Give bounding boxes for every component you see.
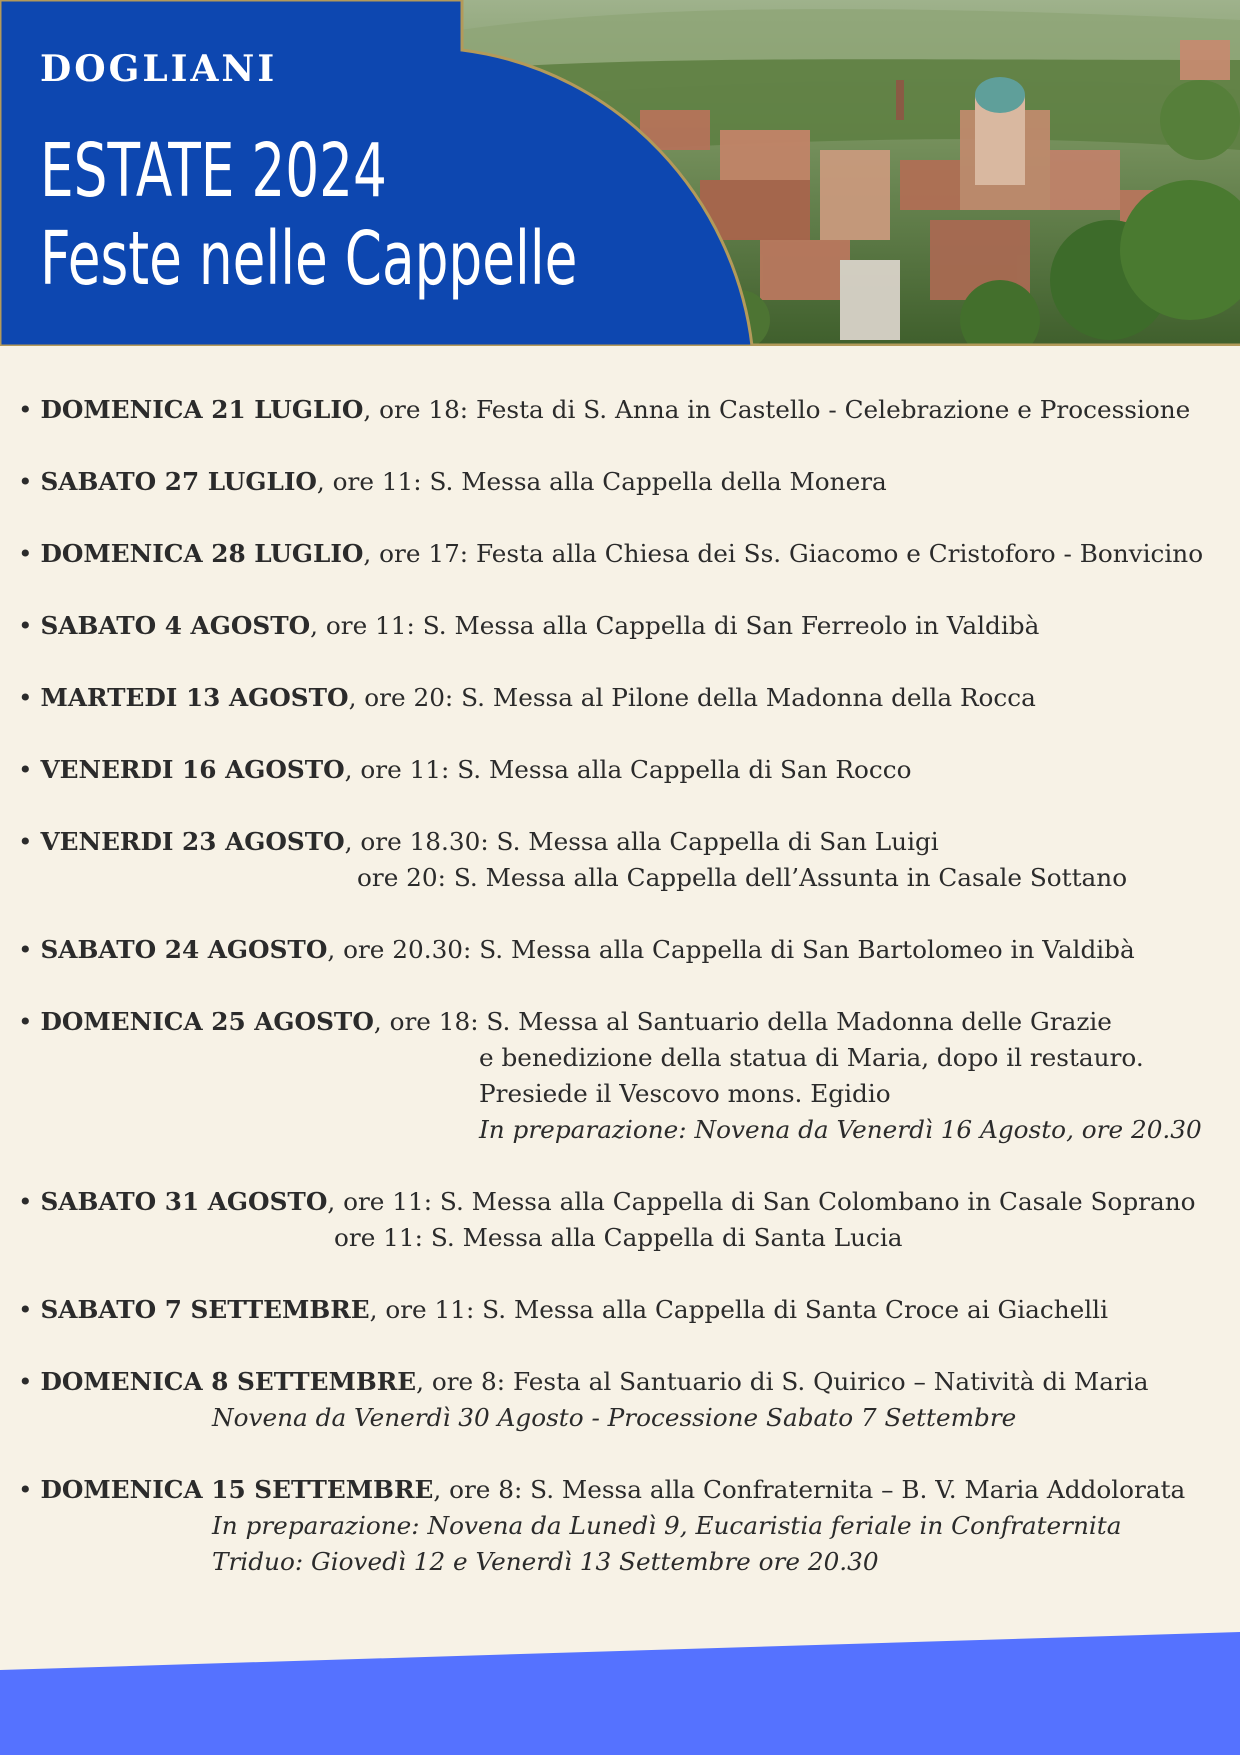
event-note: Triduo: Giovedì 12 e Venerdì 13 Settembre ore 20.30 [212,1548,879,1576]
event-detail-continued: Presiede il Vescovo mons. Egidio [479,1080,891,1108]
event-date: DOMENICA 21 LUGLIO [40,395,364,424]
footer-band [0,1600,1240,1755]
event-detail: , ore 11: S. Messa alla Cappella di San Ferreolo in Valdibà [310,612,1040,640]
event-detail-continued: ore 11: S. Messa alla Cappella di Santa Lucia [334,1224,903,1252]
event-date: DOMENICA 15 SETTEMBRE [40,1475,434,1504]
event-item: • MARTEDI 13 AGOSTO, ore 20: S. Messa al Pilone della Madonna della Rocca [18,683,1036,712]
event-date: MARTEDI 13 AGOSTO [40,683,349,712]
event-date: DOMENICA 28 LUGLIO [40,539,364,568]
page-title-line1: ESTATE 2024 [40,128,387,214]
event-detail: , ore 8: S. Messa alla Confraternita – B. V. Maria Addolorata [433,1476,1186,1504]
event-item: • SABATO 31 AGOSTO, ore 11: S. Messa alla Cappella di San Colombano in Casale Soprano [18,1187,1196,1216]
event-note: In preparazione: Novena da Lunedì 9, Eucaristia feriale in Confraternita [212,1512,1122,1540]
event-date: SABATO 7 SETTEMBRE [40,1295,370,1324]
event-detail: , ore 20.30: S. Messa alla Cappella di San Bartolomeo in Valdibà [327,936,1135,964]
event-detail-continued: e benedizione della statua di Maria, dopo il restauro. [479,1044,1144,1072]
event-detail: , ore 18: Festa di S. Anna in Castello - Celebrazione e Processione [363,396,1191,424]
event-item: • SABATO 24 AGOSTO, ore 20.30: S. Messa alla Cappella di San Bartolomeo in Valdibà [18,935,1135,964]
event-item: • DOMENICA 28 LUGLIO, ore 17: Festa alla Chiesa dei Ss. Giacomo e Cristoforo - Bonvicino [18,539,1204,568]
event-detail: , ore 11: S. Messa alla Cappella della Monera [316,468,887,496]
event-item: • SABATO 27 LUGLIO, ore 11: S. Messa alla Cappella della Monera [18,467,887,496]
event-item: • SABATO 7 SETTEMBRE, ore 11: S. Messa alla Cappella di Santa Croce ai Giachelli [18,1295,1108,1324]
event-date: SABATO 4 AGOSTO [40,611,311,640]
event-detail: , ore 11: S. Messa alla Cappella di San Rocco [344,756,912,784]
event-item: • DOMENICA 15 SETTEMBRE, ore 8: S. Messa alla Confraternita – B. V. Maria Addolorata [18,1475,1186,1504]
event-item: • SABATO 4 AGOSTO, ore 11: S. Messa alla Cappella di San Ferreolo in Valdibà [18,611,1040,640]
page-title-line2: Feste nelle Cappelle [40,216,578,302]
event-detail: , ore 11: S. Messa alla Cappella di Santa Croce ai Giachelli [369,1296,1108,1324]
event-detail: , ore 17: Festa alla Chiesa dei Ss. Giacomo e Cristoforo - Bonvicino [363,540,1204,568]
event-detail: , ore 11: S. Messa alla Cappella di San Colombano in Casale Soprano [327,1188,1196,1216]
event-date: VENERDI 16 AGOSTO [40,755,345,784]
event-detail-continued: ore 20: S. Messa alla Cappella dell’Assunta in Casale Sottano [357,864,1128,892]
event-item: • VENERDI 23 AGOSTO, ore 18.30: S. Messa alla Cappella di San Luigi [18,827,939,856]
event-item: • DOMENICA 25 AGOSTO, ore 18: S. Messa al Santuario della Madonna delle Grazie [18,1007,1112,1036]
event-detail: , ore 18.30: S. Messa alla Cappella di San Luigi [344,828,939,856]
event-date: DOMENICA 8 SETTEMBRE [40,1367,417,1396]
event-detail: , ore 18: S. Messa al Santuario della Madonna delle Grazie [373,1008,1112,1036]
event-date: SABATO 24 AGOSTO [40,935,328,964]
event-item: • VENERDI 16 AGOSTO, ore 11: S. Messa alla Cappella di San Rocco [18,755,912,784]
event-date: DOMENICA 25 AGOSTO [40,1007,374,1036]
event-detail: , ore 8: Festa al Santuario di S. Quirico – Natività di Maria [416,1368,1149,1396]
event-date: VENERDI 23 AGOSTO [40,827,345,856]
event-note: In preparazione: Novena da Venerdì 16 Agosto, ore 20.30 [479,1116,1202,1144]
event-detail: , ore 20: S. Messa al Pilone della Madonna della Rocca [348,684,1036,712]
town-name: DOGLIANI [40,48,278,90]
event-item: • DOMENICA 21 LUGLIO, ore 18: Festa di S. Anna in Castello - Celebrazione e Processione [18,395,1191,424]
event-date: SABATO 27 LUGLIO [40,467,317,496]
event-date: SABATO 31 AGOSTO [40,1187,328,1216]
event-note: Novena da Venerdì 30 Agosto - Processione Sabato 7 Settembre [212,1404,1017,1432]
event-item: • DOMENICA 8 SETTEMBRE, ore 8: Festa al Santuario di S. Quirico – Natività di Maria [18,1367,1149,1396]
